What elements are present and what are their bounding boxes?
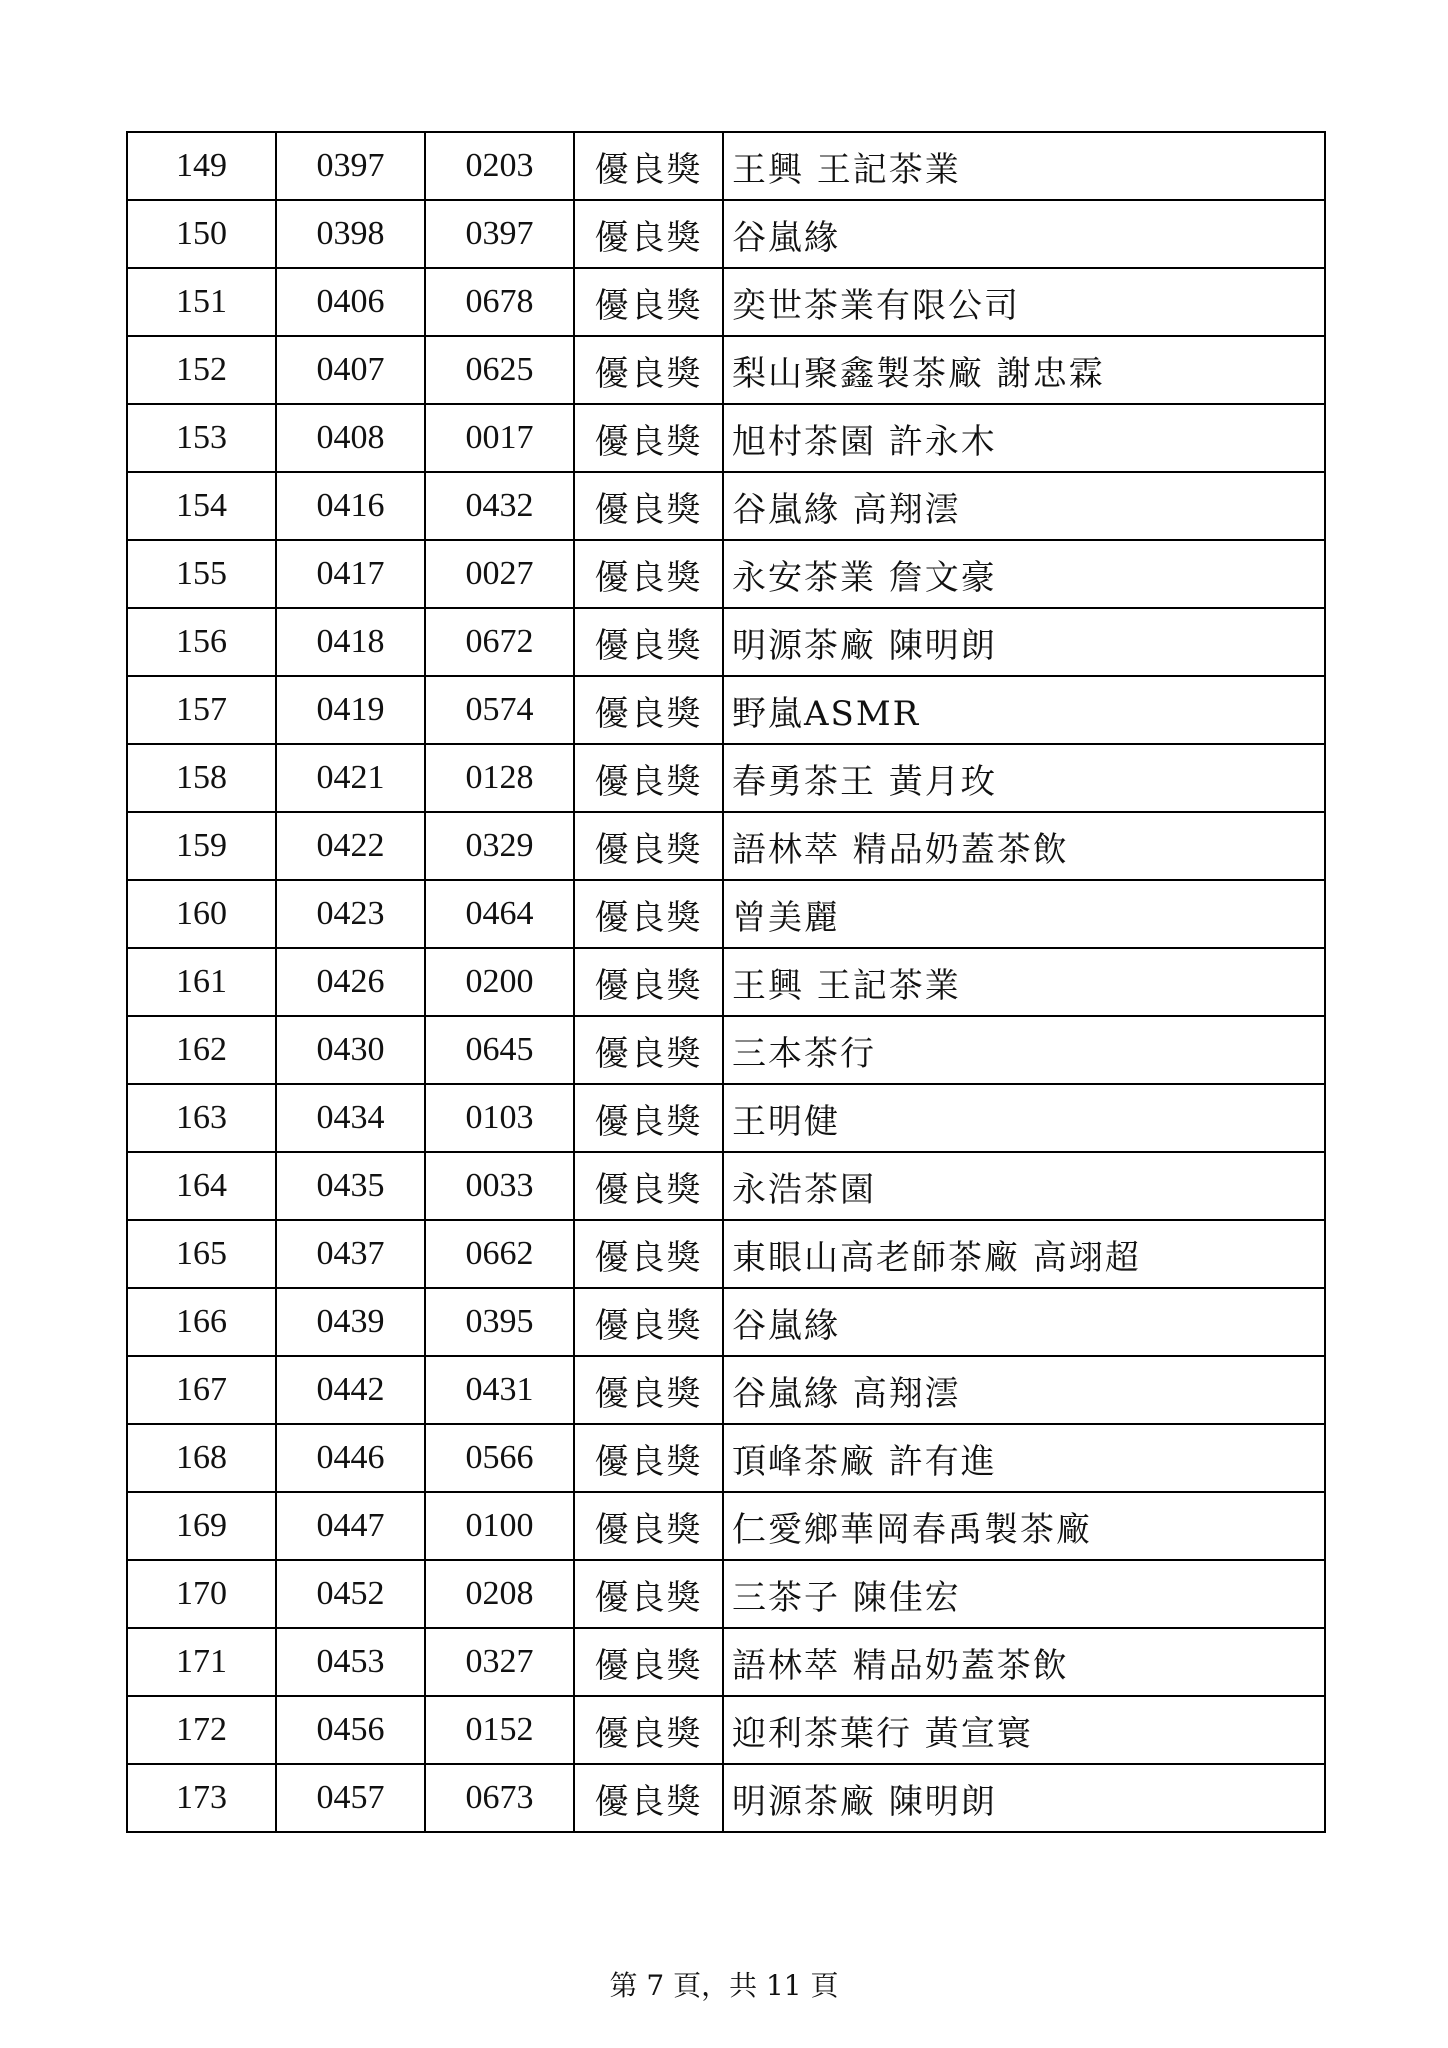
sample-number-cell: 0327 [425,1628,574,1696]
row-number-cell: 166 [127,1288,276,1356]
award-cell: 優良獎 [574,1424,723,1492]
entry-code-cell: 0423 [276,880,425,948]
entry-code-cell: 0457 [276,1764,425,1832]
sample-number-cell: 0103 [425,1084,574,1152]
award-cell: 優良獎 [574,336,723,404]
award-cell: 優良獎 [574,132,723,200]
entry-code-cell: 0446 [276,1424,425,1492]
sample-number-cell: 0397 [425,200,574,268]
row-number-cell: 171 [127,1628,276,1696]
award-cell: 優良獎 [574,472,723,540]
sample-number-cell: 0645 [425,1016,574,1084]
table-row [127,268,1325,336]
award-cell: 優良獎 [574,1628,723,1696]
entry-code-cell: 0416 [276,472,425,540]
table-row [127,1696,1325,1764]
row-number-cell: 164 [127,1152,276,1220]
table-row [127,1084,1325,1152]
award-cell: 優良獎 [574,1356,723,1424]
table-row [127,1220,1325,1288]
award-cell: 優良獎 [574,1016,723,1084]
row-number-cell: 172 [127,1696,276,1764]
row-number-cell: 163 [127,1084,276,1152]
row-number-cell: 173 [127,1764,276,1832]
row-number-cell: 157 [127,676,276,744]
sample-number-cell: 0662 [425,1220,574,1288]
award-cell: 優良獎 [574,676,723,744]
winner-name-cell: 永安茶業 詹文豪 [723,540,1325,608]
table-row [127,404,1325,472]
row-number-cell: 159 [127,812,276,880]
winner-name-cell: 野嵐ASMR [723,676,1325,744]
row-number-cell: 153 [127,404,276,472]
sample-number-cell: 0200 [425,948,574,1016]
row-number-cell: 154 [127,472,276,540]
entry-code-cell: 0453 [276,1628,425,1696]
award-cell: 優良獎 [574,880,723,948]
table-row [127,1560,1325,1628]
winner-name-cell: 三本茶行 [723,1016,1325,1084]
entry-code-cell: 0398 [276,200,425,268]
sample-number-cell: 0432 [425,472,574,540]
sample-number-cell: 0128 [425,744,574,812]
award-cell: 優良獎 [574,744,723,812]
sample-number-cell: 0027 [425,540,574,608]
table-row [127,540,1325,608]
award-table-body [127,132,1325,1832]
entry-code-cell: 0452 [276,1560,425,1628]
sample-number-cell: 0625 [425,336,574,404]
table-row [127,948,1325,1016]
entry-code-cell: 0422 [276,812,425,880]
winner-name-cell: 語林萃 精品奶蓋茶飲 [723,812,1325,880]
winner-name-cell: 頂峰茶廠 許有進 [723,1424,1325,1492]
sample-number-cell: 0395 [425,1288,574,1356]
table-row [127,1288,1325,1356]
award-cell: 優良獎 [574,1288,723,1356]
row-number-cell: 160 [127,880,276,948]
winner-name-cell: 旭村茶園 許永木 [723,404,1325,472]
winner-name-cell: 谷嵐緣 高翔澐 [723,472,1325,540]
table-row [127,132,1325,200]
table-row [127,1016,1325,1084]
sample-number-cell: 0431 [425,1356,574,1424]
award-table [126,131,1326,1833]
row-number-cell: 170 [127,1560,276,1628]
sample-number-cell: 0203 [425,132,574,200]
award-cell: 優良獎 [574,1152,723,1220]
table-row [127,880,1325,948]
award-cell: 優良獎 [574,1492,723,1560]
winner-name-cell: 王興 王記茶業 [723,948,1325,1016]
winner-name-cell: 王興 王記茶業 [723,132,1325,200]
winner-name-cell: 語林萃 精品奶蓋茶飲 [723,1628,1325,1696]
table-row [127,1424,1325,1492]
award-cell: 優良獎 [574,540,723,608]
entry-code-cell: 0417 [276,540,425,608]
award-cell: 優良獎 [574,268,723,336]
table-row [127,812,1325,880]
winner-name-cell: 明源茶廠 陳明朗 [723,1764,1325,1832]
sample-number-cell: 0100 [425,1492,574,1560]
sample-number-cell: 0464 [425,880,574,948]
table-row [127,608,1325,676]
table-row [127,744,1325,812]
winner-name-cell: 迎利茶葉行 黃宣寰 [723,1696,1325,1764]
sample-number-cell: 0672 [425,608,574,676]
sample-number-cell: 0152 [425,1696,574,1764]
award-cell: 優良獎 [574,1220,723,1288]
table-row [127,1152,1325,1220]
row-number-cell: 150 [127,200,276,268]
award-cell: 優良獎 [574,1764,723,1832]
entry-code-cell: 0437 [276,1220,425,1288]
winner-name-cell: 奕世茶業有限公司 [723,268,1325,336]
award-cell: 優良獎 [574,404,723,472]
winner-name-cell: 東眼山高老師茶廠 高翊超 [723,1220,1325,1288]
entry-code-cell: 0456 [276,1696,425,1764]
entry-code-cell: 0406 [276,268,425,336]
sample-number-cell: 0208 [425,1560,574,1628]
winner-name-cell: 明源茶廠 陳明朗 [723,608,1325,676]
row-number-cell: 161 [127,948,276,1016]
row-number-cell: 165 [127,1220,276,1288]
row-number-cell: 162 [127,1016,276,1084]
entry-code-cell: 0408 [276,404,425,472]
entry-code-cell: 0435 [276,1152,425,1220]
sample-number-cell: 0678 [425,268,574,336]
entry-code-cell: 0426 [276,948,425,1016]
entry-code-cell: 0439 [276,1288,425,1356]
entry-code-cell: 0442 [276,1356,425,1424]
entry-code-cell: 0421 [276,744,425,812]
award-cell: 優良獎 [574,1084,723,1152]
entry-code-cell: 0418 [276,608,425,676]
entry-code-cell: 0397 [276,132,425,200]
table-row [127,472,1325,540]
winner-name-cell: 谷嵐緣 [723,1288,1325,1356]
entry-code-cell: 0407 [276,336,425,404]
table-row [127,1764,1325,1832]
award-cell: 優良獎 [574,1560,723,1628]
table-row [127,676,1325,744]
page-footer: 第 7 頁，共 11 頁 [609,1969,839,2002]
award-cell: 優良獎 [574,948,723,1016]
entry-code-cell: 0447 [276,1492,425,1560]
winner-name-cell: 永浩茶園 [723,1152,1325,1220]
winner-name-cell: 三茶子 陳佳宏 [723,1560,1325,1628]
entry-code-cell: 0430 [276,1016,425,1084]
row-number-cell: 151 [127,268,276,336]
row-number-cell: 169 [127,1492,276,1560]
sample-number-cell: 0673 [425,1764,574,1832]
winner-name-cell: 仁愛鄉華岡春禹製茶廠 [723,1492,1325,1560]
row-number-cell: 158 [127,744,276,812]
row-number-cell: 152 [127,336,276,404]
winner-name-cell: 春勇茶王 黃月玫 [723,744,1325,812]
winner-name-cell: 谷嵐緣 高翔澐 [723,1356,1325,1424]
winner-name-cell: 谷嵐緣 [723,200,1325,268]
sample-number-cell: 0574 [425,676,574,744]
award-cell: 優良獎 [574,812,723,880]
award-cell: 優良獎 [574,1696,723,1764]
sample-number-cell: 0017 [425,404,574,472]
winner-name-cell: 王明健 [723,1084,1325,1152]
table-row [127,336,1325,404]
table-row [127,1628,1325,1696]
row-number-cell: 155 [127,540,276,608]
sample-number-cell: 0329 [425,812,574,880]
sample-number-cell: 0033 [425,1152,574,1220]
table-row [127,1492,1325,1560]
row-number-cell: 156 [127,608,276,676]
winner-name-cell: 曾美麗 [723,880,1325,948]
sample-number-cell: 0566 [425,1424,574,1492]
row-number-cell: 168 [127,1424,276,1492]
award-cell: 優良獎 [574,200,723,268]
entry-code-cell: 0419 [276,676,425,744]
row-number-cell: 149 [127,132,276,200]
award-cell: 優良獎 [574,608,723,676]
entry-code-cell: 0434 [276,1084,425,1152]
table-row [127,1356,1325,1424]
winner-name-cell: 梨山聚鑫製茶廠 謝忠霖 [723,336,1325,404]
row-number-cell: 167 [127,1356,276,1424]
table-row [127,200,1325,268]
